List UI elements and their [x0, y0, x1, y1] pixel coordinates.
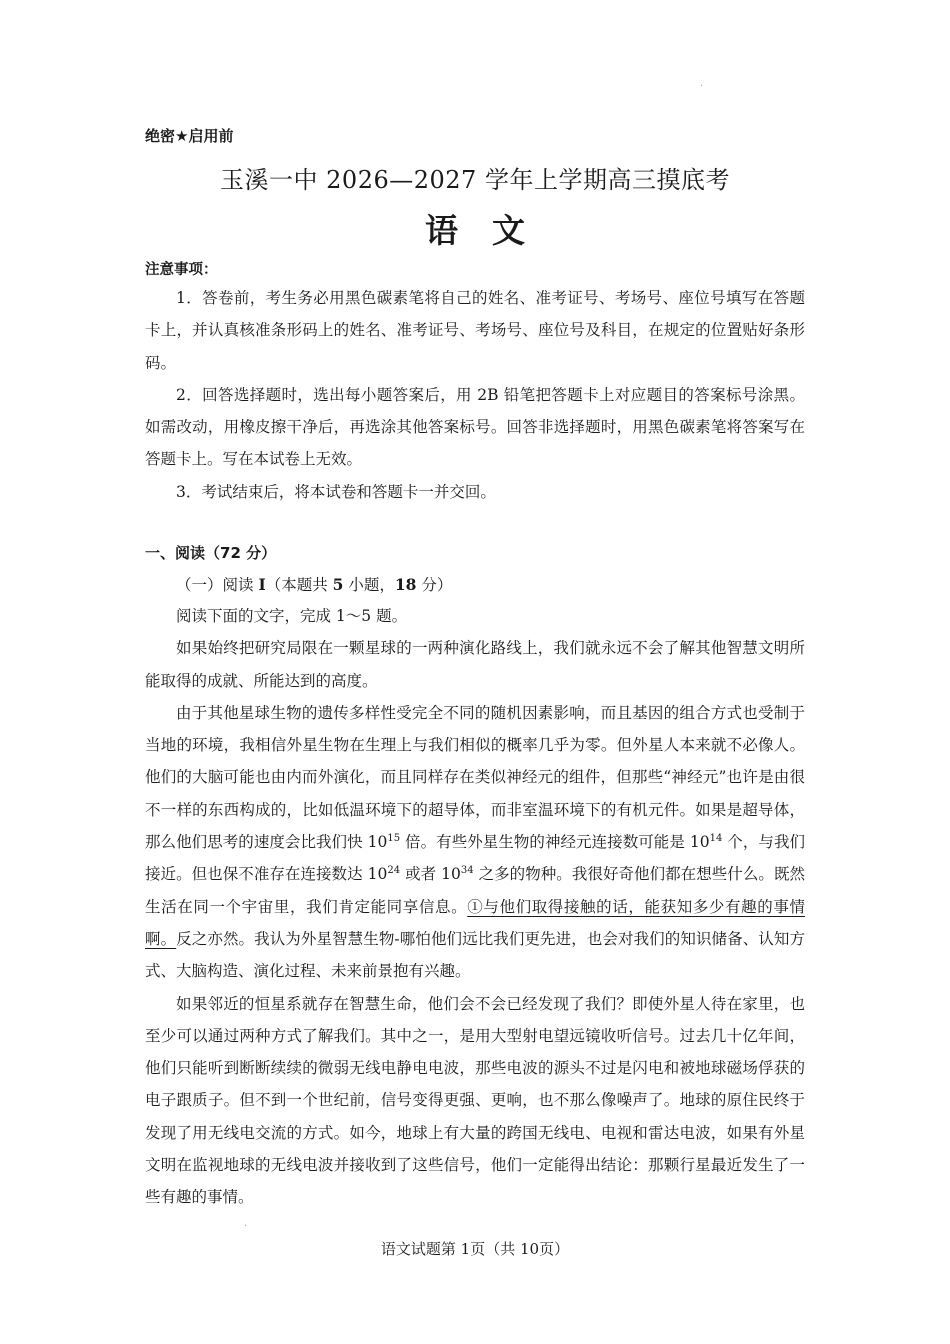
scan-dot: . — [700, 78, 704, 89]
subsection-heading: （一）阅读 I（本题共 5 小题，18 分） — [176, 575, 453, 594]
notice-item: 3．考试结束后，将本试卷和答题卡一并交回。 — [176, 482, 496, 501]
notice-heading: 注意事项： — [145, 262, 218, 278]
notice-item: 1．答卷前，考生务必用黑色碳素笔将自己的姓名、准考证号、考场号、座位号填写在答题卡上，并认真核准条形码上的姓名、准考证号、考场号、座位号及科目，在规定的位置贴好条形码。 — [145, 289, 805, 372]
exam-title: 玉溪一中 2026—2027 学年上学期高三摸底考 — [220, 166, 730, 194]
notice-list — [145, 282, 805, 508]
notice-item: 2．回答选择题时，选出每小题答案后，用 2B 铅笔把答题卡上对应题目的答案标号涂黑。如需改动，用橡皮擦干净后，再选涂其他答案标号。回答非选择题时，用黑色碳素笔将答案写在答题卡上。写在本试卷上无效。 — [145, 385, 805, 469]
passage-paragraph-2: 由于其他星球生物的遗传多样性受完全不同的随机因素影响，而且基因的组合方式也受制于当地的环境，我相信外星生物在生理上与我们相似的概率几乎为零。但外星人本来就不必像人。他们的大脑可能也由内而外演化，而且同样存在类似神经元的组件，但那些“神经元”也许是由很不一样的东西构成的，比如低温环境下的超导体，而非室温环境下的有机元件。如果是超导体，那么他们思考的速度会比我们快 $10^{15}$ 倍。有些外星生物的神经元连接数可能是 $10^{14}$ 个，与我们接近。但也保不准存在连接数达 $10^{24}$ 或者 $10^{34}$ 之多的物种。我很好奇他们都在想些什么。既然生活在同一个宇宙里，我们肯定能同享信息。①与他们取得接触的话，能获知多少有趣的事情啊。反之亦然。我认为外星智慧生物-哪怕他们远比我们更先进，也会对我们的知识储备、认知方式、大脑构造、演化过程、未来前景抱有兴趣。 — [145, 703, 805, 981]
page-footer: 语文试题第 1页（共 10页） — [380, 1240, 570, 1258]
passage-paragraph-1: 如果始终把研究局限在一颗星球的一两种演化路线上，我们就永远不会了解其他智慧文明所能取得的成就、所能达到的高度。 — [145, 639, 805, 690]
underlined-sentence-1: ①与他们取得接触的话，能获知多少有趣的事情啊。 — [145, 897, 805, 948]
instruction: 阅读下面的文字，完成 1～5 题。 — [176, 607, 408, 625]
section-heading: 一、阅读（72 分） — [145, 544, 277, 562]
reading-passage — [145, 600, 805, 1214]
scan-dot: . — [244, 1218, 248, 1229]
confidential-label: 绝密★启用前 — [145, 127, 234, 145]
subject-title: 语文 — [425, 211, 559, 250]
passage-paragraph-3: 如果邻近的恒星系就存在智慧生命，他们会不会已经发现了我们？即使外星人待在家里，也至少可以通过两种方式了解我们。其中之一，是用大型射电望远镜收听信号。过去几十亿年间，他们只能听到断断续续的微弱无线电静电电波，那些电波的源头不过是闪电和被地球磁场俘获的电子跟质子。但不到一个世纪前，信号变得更强、更响，也不那么像噪声了。地球的原住民终于发现了用无线电交流的方式。如今，地球上有大量的跨国无线电、电视和雷达电波，如果有外星文明在监视地球的无线电波并接收到了这些信号，他们一定能得出结论：那颗行星最近发生了一些有趣的事情。 — [145, 994, 805, 1207]
